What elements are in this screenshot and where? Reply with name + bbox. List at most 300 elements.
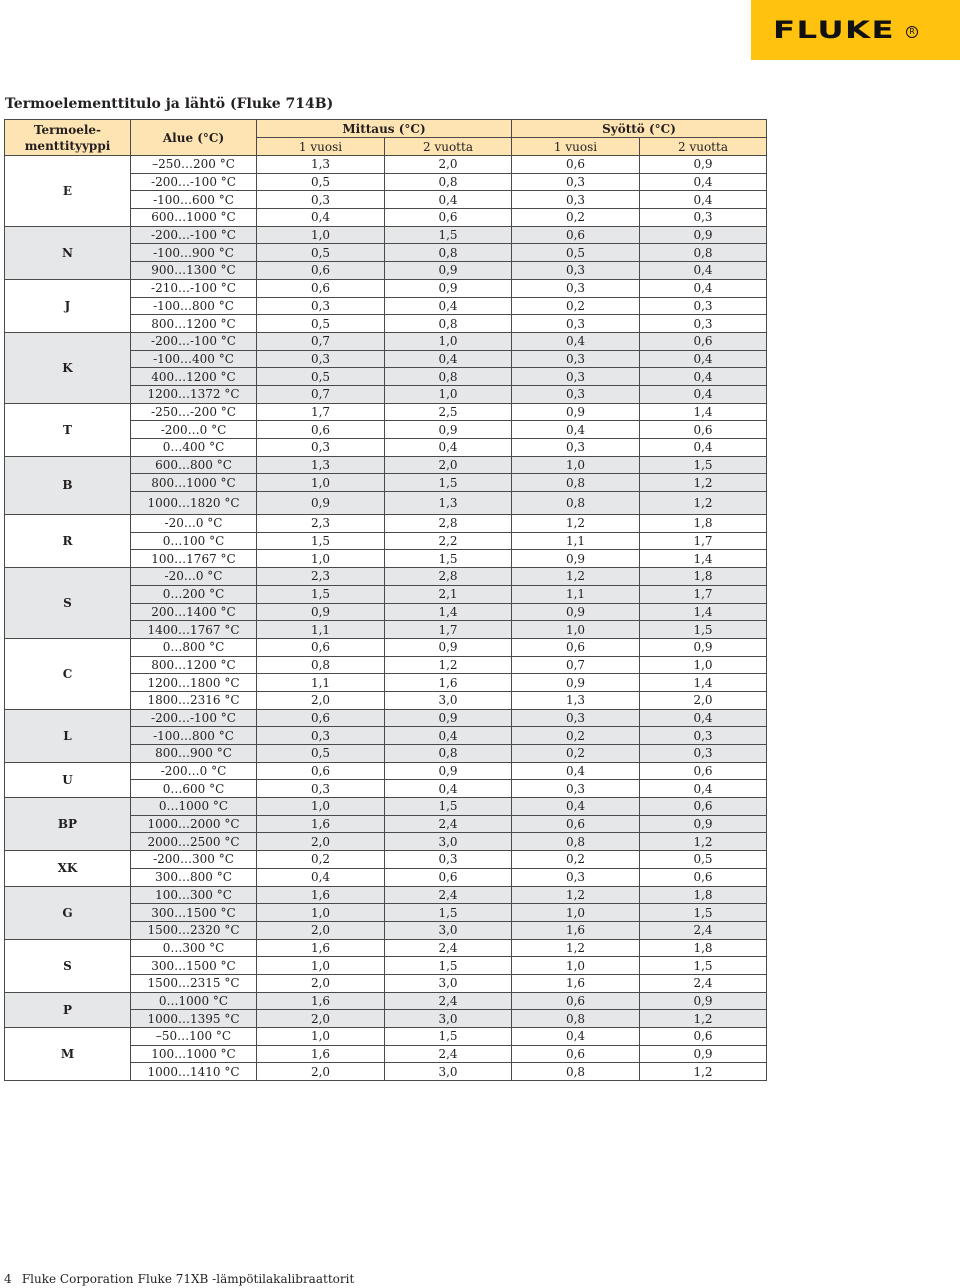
thermocouple-type: P: [5, 992, 131, 1027]
value-cell: 0,3: [512, 350, 640, 368]
thermocouple-type: E: [5, 156, 131, 227]
value-cell: 0,3: [257, 780, 385, 798]
value-cell: 0,4: [385, 439, 512, 457]
range-cell: 100…300 °C: [131, 886, 257, 904]
value-cell: 1,5: [385, 474, 512, 492]
value-cell: 0,4: [640, 368, 767, 386]
value-cell: 1,5: [385, 904, 512, 922]
value-cell: 1,4: [640, 603, 767, 621]
value-cell: 0,4: [640, 262, 767, 280]
value-cell: 0,8: [385, 244, 512, 262]
page-number: 4: [4, 1272, 12, 1286]
value-cell: 0,9: [385, 421, 512, 439]
value-cell: 0,6: [640, 798, 767, 816]
table-row: [5, 568, 767, 586]
thermocouple-type: M: [5, 1028, 131, 1081]
range-cell: 900…1300 °C: [131, 262, 257, 280]
value-cell: 2,8: [385, 568, 512, 586]
value-cell: 2,0: [257, 974, 385, 992]
table-row: [5, 886, 767, 904]
value-cell: 0,8: [640, 244, 767, 262]
value-cell: 1,7: [257, 403, 385, 421]
value-cell: 1,2: [640, 1010, 767, 1028]
header-range: Alue (°C): [131, 120, 257, 156]
value-cell: 1,7: [640, 585, 767, 603]
value-cell: 1,2: [385, 656, 512, 674]
value-cell: 1,4: [640, 674, 767, 692]
value-cell: 1,5: [385, 957, 512, 975]
value-cell: 0,2: [257, 851, 385, 869]
value-cell: 1,0: [257, 1028, 385, 1046]
value-cell: 0,9: [385, 762, 512, 780]
table-row: [5, 456, 767, 474]
value-cell: 1,8: [640, 886, 767, 904]
value-cell: 1,0: [257, 550, 385, 568]
value-cell: 0,6: [257, 279, 385, 297]
table-row: [5, 762, 767, 780]
value-cell: 2,4: [640, 974, 767, 992]
value-cell: 0,3: [512, 191, 640, 209]
value-cell: 1,0: [257, 474, 385, 492]
value-cell: 2,4: [385, 815, 512, 833]
thermocouple-type: S: [5, 568, 131, 639]
value-cell: 2,1: [385, 585, 512, 603]
value-cell: 0,9: [640, 815, 767, 833]
range-cell: -20…0 °C: [131, 568, 257, 586]
value-cell: 0,9: [257, 603, 385, 621]
value-cell: 1,8: [640, 568, 767, 586]
value-cell: 0,3: [640, 727, 767, 745]
range-cell: –50…100 °C: [131, 1028, 257, 1046]
value-cell: 0,5: [257, 244, 385, 262]
value-cell: 1,0: [512, 904, 640, 922]
value-cell: 1,0: [385, 385, 512, 403]
value-cell: 0,6: [385, 209, 512, 227]
value-cell: 1,5: [385, 798, 512, 816]
range-cell: 1000…1395 °C: [131, 1010, 257, 1028]
value-cell: 3,0: [385, 1063, 512, 1081]
value-cell: 0,9: [640, 638, 767, 656]
value-cell: 1,8: [640, 515, 767, 533]
range-cell: -100…900 °C: [131, 244, 257, 262]
range-cell: 1400…1767 °C: [131, 621, 257, 639]
value-cell: 1,2: [640, 833, 767, 851]
value-cell: 0,3: [640, 209, 767, 227]
value-cell: 0,3: [257, 439, 385, 457]
range-cell: 800…900 °C: [131, 745, 257, 763]
header-type: Termoele- menttityyppi: [5, 120, 131, 156]
value-cell: 1,0: [257, 798, 385, 816]
value-cell: 2,8: [385, 515, 512, 533]
range-cell: 1200…1800 °C: [131, 674, 257, 692]
header-source: Syöttö (°C): [512, 120, 767, 138]
value-cell: 0,7: [257, 385, 385, 403]
range-cell: 1500…2320 °C: [131, 921, 257, 939]
range-cell: 800…1000 °C: [131, 474, 257, 492]
value-cell: 0,2: [512, 745, 640, 763]
value-cell: 0,3: [512, 439, 640, 457]
value-cell: 0,2: [512, 851, 640, 869]
range-cell: 600…1000 °C: [131, 209, 257, 227]
value-cell: 1,1: [512, 532, 640, 550]
table-row: [5, 1028, 767, 1046]
value-cell: 2,3: [257, 515, 385, 533]
value-cell: 0,8: [512, 1010, 640, 1028]
value-cell: 0,9: [640, 1045, 767, 1063]
value-cell: 2,5: [385, 403, 512, 421]
value-cell: 0,4: [512, 332, 640, 350]
value-cell: 1,5: [640, 621, 767, 639]
value-cell: 0,6: [640, 762, 767, 780]
value-cell: 0,8: [257, 656, 385, 674]
table-row: [5, 709, 767, 727]
value-cell: 0,4: [640, 709, 767, 727]
value-cell: 0,3: [512, 262, 640, 280]
value-cell: 0,4: [385, 780, 512, 798]
value-cell: 0,4: [512, 421, 640, 439]
value-cell: 0,4: [640, 780, 767, 798]
value-cell: 1,2: [640, 474, 767, 492]
header-measure: Mittaus (°C): [257, 120, 512, 138]
thermocouple-type: BP: [5, 798, 131, 851]
value-cell: 0,9: [512, 550, 640, 568]
range-cell: –250…200 °C: [131, 156, 257, 174]
value-cell: 1,5: [385, 1028, 512, 1046]
value-cell: 2,4: [385, 939, 512, 957]
value-cell: 3,0: [385, 833, 512, 851]
value-cell: 1,5: [257, 532, 385, 550]
value-cell: 0,4: [512, 798, 640, 816]
value-cell: 1,2: [512, 939, 640, 957]
value-cell: 0,9: [640, 156, 767, 174]
value-cell: 0,6: [257, 762, 385, 780]
value-cell: 0,8: [385, 173, 512, 191]
value-cell: 3,0: [385, 921, 512, 939]
range-cell: 800…1200 °C: [131, 315, 257, 333]
value-cell: 0,3: [640, 315, 767, 333]
value-cell: 0,4: [385, 191, 512, 209]
value-cell: 1,0: [257, 226, 385, 244]
value-cell: 1,1: [512, 585, 640, 603]
value-cell: 0,6: [512, 226, 640, 244]
page-footer: [4, 1272, 354, 1286]
range-cell: -200…0 °C: [131, 762, 257, 780]
value-cell: 0,9: [385, 709, 512, 727]
value-cell: 0,3: [512, 315, 640, 333]
value-cell: 1,6: [257, 815, 385, 833]
value-cell: 0,8: [385, 315, 512, 333]
value-cell: 2,2: [385, 532, 512, 550]
value-cell: 1,6: [257, 939, 385, 957]
value-cell: 3,0: [385, 691, 512, 709]
value-cell: 0,4: [640, 350, 767, 368]
value-cell: 2,0: [257, 833, 385, 851]
value-cell: 1,2: [640, 492, 767, 515]
value-cell: 0,4: [512, 762, 640, 780]
value-cell: 0,4: [257, 868, 385, 886]
value-cell: 3,0: [385, 974, 512, 992]
value-cell: 1,2: [512, 515, 640, 533]
value-cell: 1,7: [640, 532, 767, 550]
table-row: [5, 798, 767, 816]
value-cell: 2,4: [385, 886, 512, 904]
value-cell: 1,6: [385, 674, 512, 692]
value-cell: 0,9: [512, 674, 640, 692]
range-cell: 2000…2500 °C: [131, 833, 257, 851]
header-source-2y: 2 vuotta: [640, 138, 767, 156]
value-cell: 2,0: [257, 921, 385, 939]
value-cell: 1,5: [385, 226, 512, 244]
value-cell: 0,4: [385, 297, 512, 315]
footer-company: Fluke Corporation: [21, 1272, 134, 1286]
value-cell: 0,6: [257, 709, 385, 727]
value-cell: 0,6: [257, 262, 385, 280]
range-cell: -100…800 °C: [131, 727, 257, 745]
table-body: [5, 156, 767, 1081]
value-cell: 1,3: [512, 691, 640, 709]
logo-wordmark: FLUKE: [773, 16, 895, 44]
table-row: [5, 851, 767, 869]
value-cell: 0,3: [385, 851, 512, 869]
value-cell: 1,0: [512, 957, 640, 975]
value-cell: 0,9: [385, 638, 512, 656]
range-cell: 600…800 °C: [131, 456, 257, 474]
value-cell: 0,4: [385, 350, 512, 368]
range-cell: 1800…2316 °C: [131, 691, 257, 709]
value-cell: 1,2: [512, 568, 640, 586]
range-cell: 100…1767 °C: [131, 550, 257, 568]
value-cell: 0,5: [512, 244, 640, 262]
value-cell: 1,4: [640, 403, 767, 421]
value-cell: 2,4: [385, 992, 512, 1010]
range-cell: -200…-100 °C: [131, 173, 257, 191]
range-cell: 300…800 °C: [131, 868, 257, 886]
value-cell: 0,9: [385, 262, 512, 280]
range-cell: 0…200 °C: [131, 585, 257, 603]
value-cell: 0,3: [512, 385, 640, 403]
value-cell: 0,3: [512, 780, 640, 798]
value-cell: 0,8: [512, 833, 640, 851]
value-cell: 0,2: [512, 297, 640, 315]
thermocouple-type: N: [5, 226, 131, 279]
value-cell: 0,3: [257, 727, 385, 745]
value-cell: 1,0: [512, 456, 640, 474]
range-cell: 0…100 °C: [131, 532, 257, 550]
value-cell: 0,7: [512, 656, 640, 674]
value-cell: 0,5: [257, 173, 385, 191]
thermocouple-type: B: [5, 456, 131, 514]
value-cell: 0,5: [257, 368, 385, 386]
thermocouple-type: C: [5, 638, 131, 709]
value-cell: 1,0: [640, 656, 767, 674]
value-cell: 0,6: [640, 332, 767, 350]
registered-mark-icon: R: [906, 26, 918, 38]
value-cell: 0,2: [512, 209, 640, 227]
table-row: [5, 332, 767, 350]
range-cell: 400…1200 °C: [131, 368, 257, 386]
value-cell: 1,3: [257, 456, 385, 474]
range-cell: -250…-200 °C: [131, 403, 257, 421]
value-cell: 0,6: [640, 421, 767, 439]
value-cell: 0,6: [512, 1045, 640, 1063]
value-cell: 0,9: [512, 603, 640, 621]
range-cell: -200…-100 °C: [131, 332, 257, 350]
value-cell: 0,4: [640, 173, 767, 191]
thermocouple-type: R: [5, 515, 131, 568]
table-row: [5, 226, 767, 244]
value-cell: 2,0: [385, 456, 512, 474]
value-cell: 1,7: [385, 621, 512, 639]
value-cell: 1,5: [640, 904, 767, 922]
value-cell: 0,3: [512, 709, 640, 727]
value-cell: 0,9: [385, 279, 512, 297]
header-measure-2y: 2 vuotta: [385, 138, 512, 156]
thermocouple-type: G: [5, 886, 131, 939]
value-cell: 0,4: [512, 1028, 640, 1046]
value-cell: 0,6: [257, 421, 385, 439]
value-cell: 0,6: [257, 638, 385, 656]
thermocouple-table: [4, 119, 767, 1081]
range-cell: -100…400 °C: [131, 350, 257, 368]
table-row: [5, 279, 767, 297]
range-cell: 0…800 °C: [131, 638, 257, 656]
table-row: [5, 515, 767, 533]
value-cell: 2,0: [385, 156, 512, 174]
value-cell: 1,4: [385, 603, 512, 621]
value-cell: 1,5: [640, 957, 767, 975]
value-cell: 0,9: [640, 992, 767, 1010]
value-cell: 1,5: [257, 585, 385, 603]
range-cell: -100…600 °C: [131, 191, 257, 209]
range-cell: -200…300 °C: [131, 851, 257, 869]
table-row: [5, 403, 767, 421]
range-cell: 1000…1410 °C: [131, 1063, 257, 1081]
value-cell: 1,5: [385, 550, 512, 568]
value-cell: 0,6: [640, 868, 767, 886]
range-cell: -20…0 °C: [131, 515, 257, 533]
range-cell: -200…0 °C: [131, 421, 257, 439]
value-cell: 2,0: [257, 1063, 385, 1081]
value-cell: 0,8: [385, 745, 512, 763]
value-cell: 0,6: [512, 815, 640, 833]
value-cell: 0,3: [512, 173, 640, 191]
range-cell: -200…-100 °C: [131, 709, 257, 727]
value-cell: 1,6: [257, 886, 385, 904]
value-cell: 3,0: [385, 1010, 512, 1028]
thermocouple-type: J: [5, 279, 131, 332]
thermocouple-type: K: [5, 332, 131, 403]
value-cell: 0,3: [640, 745, 767, 763]
range-cell: -100…800 °C: [131, 297, 257, 315]
value-cell: 1,3: [385, 492, 512, 515]
value-cell: 0,8: [512, 1063, 640, 1081]
value-cell: 1,2: [640, 1063, 767, 1081]
value-cell: 1,6: [512, 921, 640, 939]
value-cell: 0,9: [640, 226, 767, 244]
thermocouple-type: XK: [5, 851, 131, 886]
range-cell: 0…400 °C: [131, 439, 257, 457]
range-cell: 300…1500 °C: [131, 904, 257, 922]
range-cell: 1200…1372 °C: [131, 385, 257, 403]
value-cell: 1,5: [640, 456, 767, 474]
value-cell: 0,5: [257, 745, 385, 763]
value-cell: 1,2: [512, 886, 640, 904]
value-cell: 2,4: [385, 1045, 512, 1063]
range-cell: 1000…1820 °C: [131, 492, 257, 515]
value-cell: 0,9: [512, 403, 640, 421]
range-cell: 1500…2315 °C: [131, 974, 257, 992]
value-cell: 2,3: [257, 568, 385, 586]
value-cell: 0,8: [512, 492, 640, 515]
value-cell: 1,0: [257, 957, 385, 975]
range-cell: -210…-100 °C: [131, 279, 257, 297]
thermocouple-type: T: [5, 403, 131, 456]
range-cell: 100…1000 °C: [131, 1045, 257, 1063]
value-cell: 0,8: [385, 368, 512, 386]
table-row: [5, 156, 767, 174]
value-cell: 0,5: [640, 851, 767, 869]
range-cell: -200…-100 °C: [131, 226, 257, 244]
value-cell: 0,7: [257, 332, 385, 350]
value-cell: 0,6: [512, 156, 640, 174]
value-cell: 0,6: [512, 638, 640, 656]
value-cell: 0,4: [257, 209, 385, 227]
value-cell: 2,4: [640, 921, 767, 939]
value-cell: 1,6: [257, 1045, 385, 1063]
value-cell: 0,4: [640, 385, 767, 403]
table-row: [5, 992, 767, 1010]
table-row: [5, 939, 767, 957]
fluke-logo: [751, 0, 960, 60]
range-cell: 0…1000 °C: [131, 798, 257, 816]
value-cell: 0,9: [257, 492, 385, 515]
value-cell: 0,4: [640, 439, 767, 457]
value-cell: 0,6: [640, 1028, 767, 1046]
value-cell: 0,3: [512, 868, 640, 886]
value-cell: 0,8: [512, 474, 640, 492]
value-cell: 0,2: [512, 727, 640, 745]
value-cell: 1,0: [512, 621, 640, 639]
value-cell: 1,0: [385, 332, 512, 350]
value-cell: 0,6: [512, 992, 640, 1010]
value-cell: 0,6: [385, 868, 512, 886]
value-cell: 0,4: [640, 191, 767, 209]
value-cell: 1,0: [257, 904, 385, 922]
value-cell: 1,4: [640, 550, 767, 568]
value-cell: 0,4: [385, 727, 512, 745]
range-cell: 0…600 °C: [131, 780, 257, 798]
range-cell: 300…1500 °C: [131, 957, 257, 975]
value-cell: 2,0: [640, 691, 767, 709]
value-cell: 1,6: [257, 992, 385, 1010]
range-cell: 0…300 °C: [131, 939, 257, 957]
value-cell: 0,3: [257, 191, 385, 209]
value-cell: 2,0: [257, 1010, 385, 1028]
header-measure-1y: 1 vuosi: [257, 138, 385, 156]
header-source-1y: 1 vuosi: [512, 138, 640, 156]
value-cell: 0,3: [512, 279, 640, 297]
value-cell: 2,0: [257, 691, 385, 709]
thermocouple-type: L: [5, 709, 131, 762]
value-cell: 0,4: [640, 279, 767, 297]
value-cell: 1,1: [257, 621, 385, 639]
value-cell: 1,3: [257, 156, 385, 174]
footer-doc-title: Fluke 71XB -lämpötilakalibraattorit: [137, 1272, 355, 1286]
table-row: [5, 638, 767, 656]
value-cell: 1,6: [512, 974, 640, 992]
value-cell: 1,1: [257, 674, 385, 692]
value-cell: 0,5: [257, 315, 385, 333]
